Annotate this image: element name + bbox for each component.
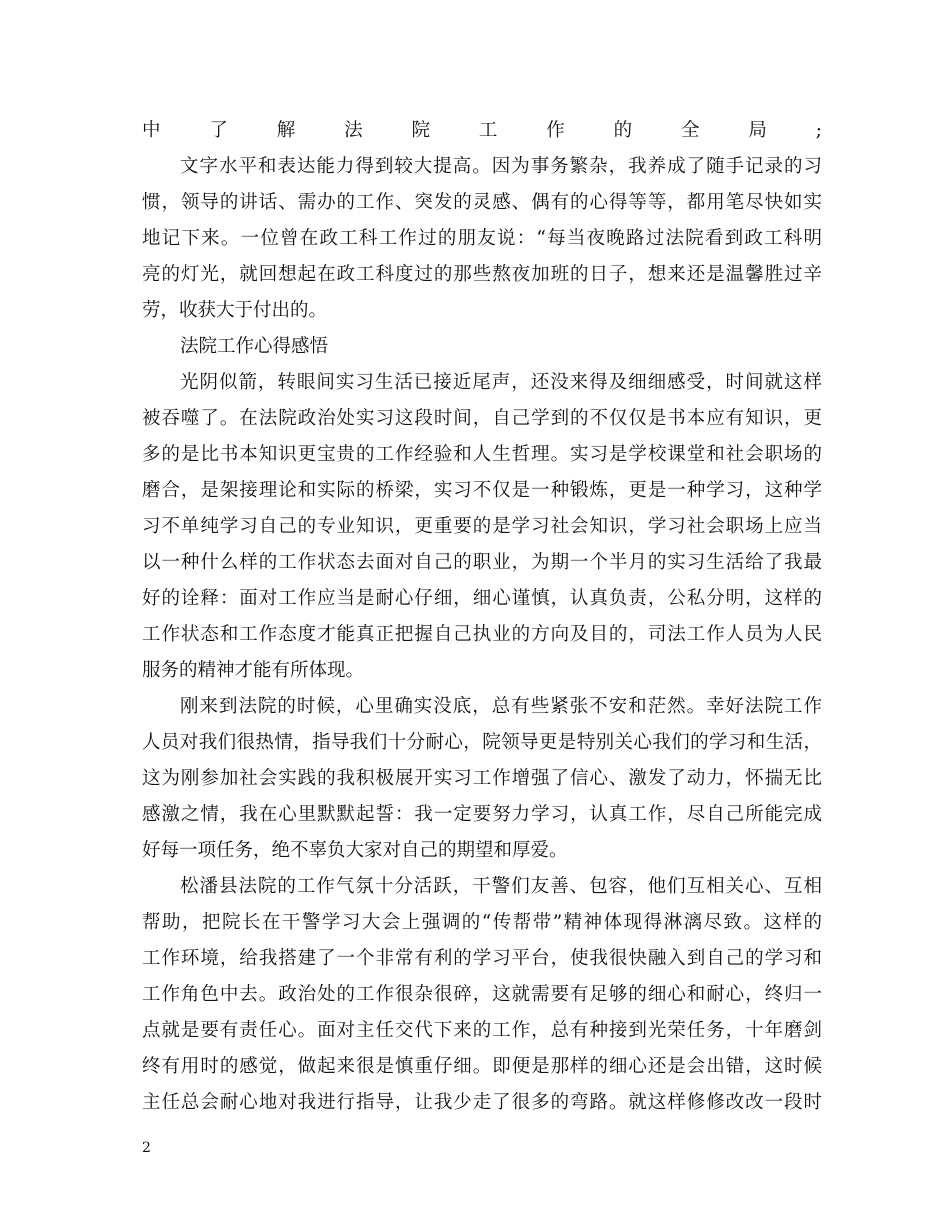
text-line: 主任总会耐心地对我进行指导，让我少走了很多的弯路。就这样修修改改一段时	[142, 1092, 822, 1113]
text-line: 以一种什么样的工作状态去面对自己的职业，为期一个半月的实习生活给了我最	[142, 552, 822, 573]
text-line: 中了解法院工作的全局;	[142, 120, 822, 141]
text-line: 磨合，是架接理论和实际的桥梁，实习不仅是一种锻炼，更是一种学习，这种学	[142, 480, 822, 501]
text-line: 工作环境，给我搭建了一个非常有利的学习平台，使我很快融入到自己的学习和	[142, 948, 822, 969]
text-line: 习不单纯学习自己的专业知识，更重要的是学习社会知识，学习社会职场上应当	[142, 516, 822, 537]
text-line: 好每一项任务，绝不辜负大家对自己的期望和厚爱。	[142, 840, 568, 861]
text-line: 帮助，把院长在干警学习大会上强调的“传帮带”精神体现得淋漓尽致。这样的	[142, 912, 822, 933]
text-line: 工作状态和工作态度才能真正把握自己执业的方向及目的，司法工作人员为人民	[142, 624, 822, 645]
text-line: 服务的精神才能有所体现。	[142, 660, 365, 681]
text-line: 松潘县法院的工作气氛十分活跃，干警们友善、包容，他们互相关心、互相	[180, 876, 822, 897]
text-line: 人员对我们很热情，指导我们十分耐心，院领导更是特别关心我们的学习和生活，	[142, 732, 822, 753]
text-line: 点就是要有责任心。面对主任交代下来的工作，总有种接到光荣任务，十年磨剑	[142, 1020, 822, 1041]
text-line: 刚来到法院的时候，心里确实没底，总有些紧张不安和茫然。幸好法院工作	[180, 696, 822, 717]
text-line: 地记下来。一位曾在政工科工作过的朋友说：“每当夜晚路过法院看到政工科明	[142, 228, 822, 249]
text-line: 感激之情，我在心里默默起誓：我一定要努力学习，认真工作，尽自己所能完成	[142, 804, 822, 825]
section-heading: 法院工作心得感悟	[180, 336, 329, 357]
text-line: 这为刚参加社会实践的我积极展开实习工作增强了信心、激发了动力，怀揣无比	[142, 768, 822, 789]
text-line: 光阴似箭，转眼间实习生活已接近尾声，还没来得及细细感受，时间就这样	[180, 372, 822, 393]
text-line: 好的诠释：面对工作应当是耐心仔细，细心谨慎，认真负责，公私分明，这样的	[142, 588, 822, 609]
text-line: 文字水平和表达能力得到较大提高。因为事务繁杂，我养成了随手记录的习	[180, 156, 822, 177]
text-line: 多的是比书本知识更宝贵的工作经验和人生哲理。实习是学校课堂和社会职场的	[142, 444, 822, 465]
text-line: 惯，领导的讲话、需办的工作、突发的灵感、偶有的心得等等，都用笔尽快如实	[142, 192, 822, 213]
text-line: 亮的灯光，就回想起在政工科度过的那些熬夜加班的日子，想来还是温馨胜过辛	[142, 264, 822, 285]
text-line: 工作角色中去。政治处的工作很杂很碎，这就需要有足够的细心和耐心，终归一	[142, 984, 822, 1005]
text-line: 劳，收获大于付出的。	[142, 300, 328, 321]
text-line: 被吞噬了。在法院政治处实习这段时间，自己学到的不仅仅是书本应有知识，更	[142, 408, 822, 429]
text-line: 终有用时的感觉，做起来很是慎重仔细。即便是那样的细心还是会出错，这时候	[142, 1056, 822, 1077]
page-number: 2	[142, 1140, 151, 1156]
